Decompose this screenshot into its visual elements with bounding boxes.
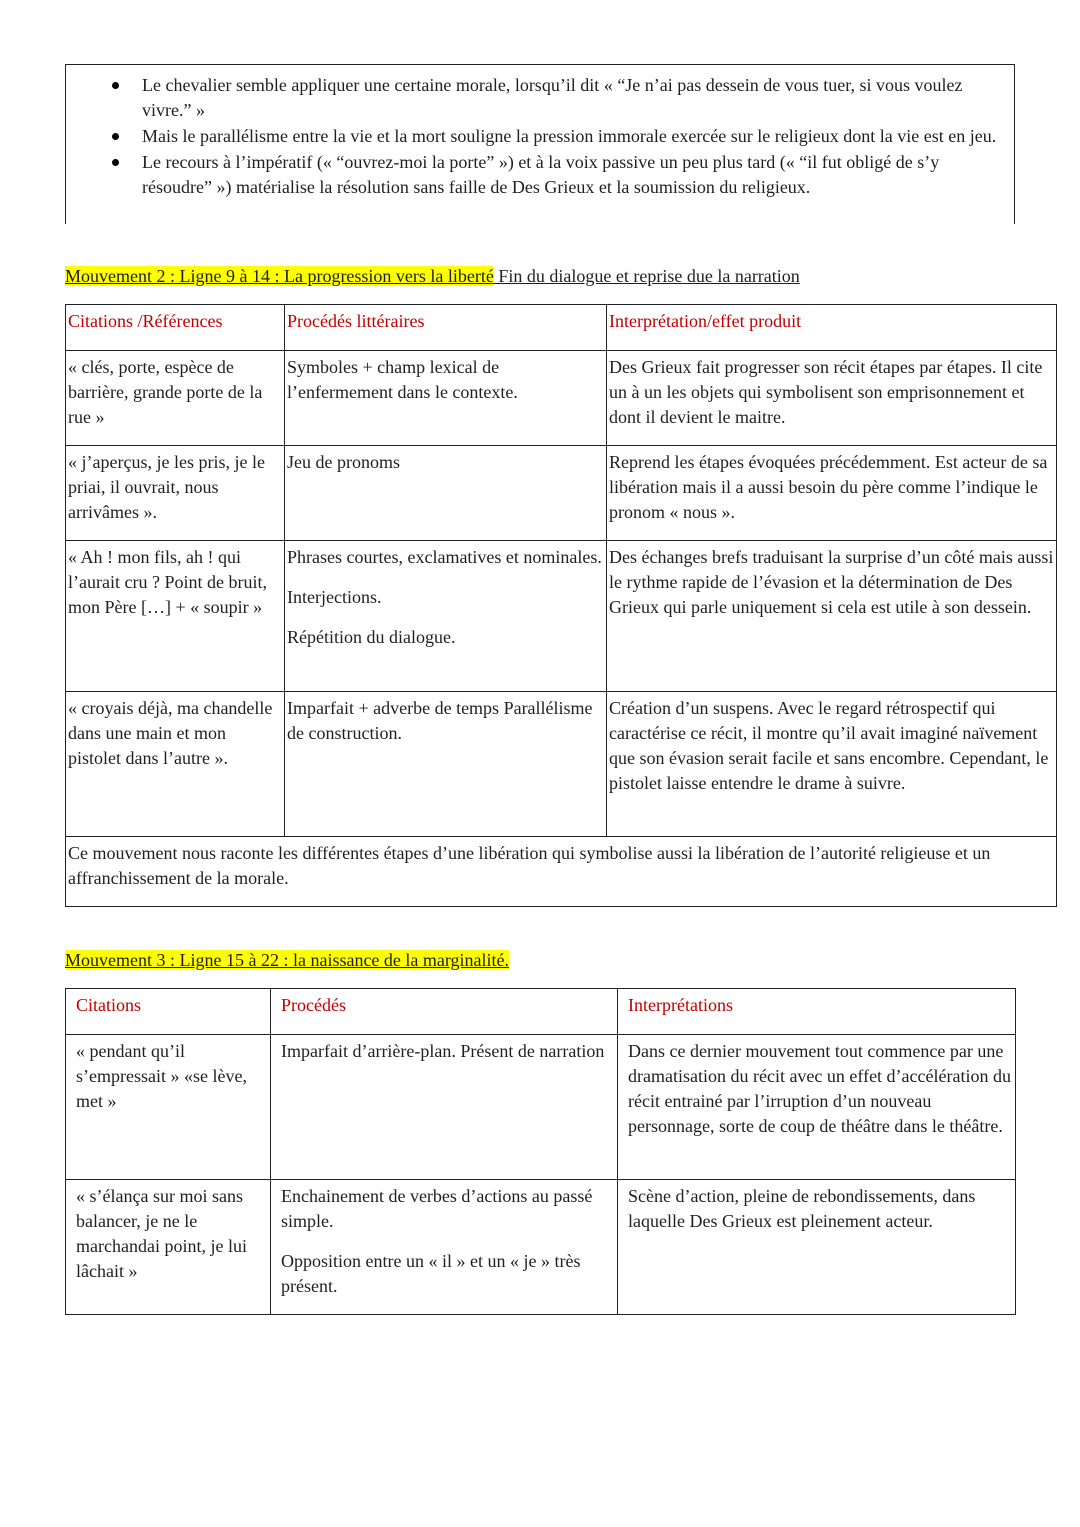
table-row <box>66 446 1057 541</box>
procede-line: Phrases courtes, exclamatives et nominales. <box>287 547 602 567</box>
interpretation-cell: Des échanges brefs traduisant la surprise d’un côté mais aussi le rythme rapide de l’évasion et la détermination de Des Grieux qui parle uniquement si cela est utile à son dessein. <box>607 541 1057 692</box>
mouvement2-heading-rest: Fin du dialogue et reprise due la narration <box>493 266 800 286</box>
table-row <box>66 1035 1016 1180</box>
procedes-cell: Symboles + champ lexical de l’enfermement dans le contexte. <box>285 351 607 446</box>
procedes-cell: Jeu de pronoms <box>285 446 607 541</box>
table-row <box>66 351 1057 446</box>
summary-row <box>66 837 1057 907</box>
citation-cell: « clés, porte, espèce de barrière, grande porte de la rue » <box>66 351 285 446</box>
header-citations: Citations /Références <box>66 305 285 351</box>
mouvement2-heading-highlight: Mouvement 2 : Ligne 9 à 14 : La progression vers la liberté <box>65 266 494 286</box>
mouvement3-heading <box>65 948 509 972</box>
citation-cell: « j’aperçus, je les pris, je le priai, il ouvrait, nous arrivâmes ». <box>66 446 285 541</box>
mouvement2-table <box>65 304 1057 907</box>
table-header-row <box>66 305 1057 351</box>
summary-cell: Ce mouvement nous raconte les différentes étapes d’une libération qui symbolise aussi la libération de l’autorité religieuse et un affranchissement de la morale. <box>66 837 1057 907</box>
citation-cell: « Ah ! mon fils, ah ! qui l’aurait cru ? Point de bruit, mon Père […] + « soupir » <box>66 541 285 692</box>
header-procedes: Procédés littéraires <box>285 305 607 351</box>
table-header-row <box>66 989 1016 1035</box>
bullet-item: Mais le parallélisme entre la vie et la mort souligne la pression immorale exercée sur le religieux dont la vie est en jeu. <box>66 124 1014 149</box>
procedes-cell <box>271 1180 618 1315</box>
procede-line: Opposition entre un « il » et un « je » très présent. <box>281 1251 581 1296</box>
header-interpretation: Interprétation/effet produit <box>607 305 1057 351</box>
interpretation-cell: Des Grieux fait progresser son récit étapes par étapes. Il cite un à un les objets qui symbolisent son emprisonnement et dont il devient le maitre. <box>607 351 1057 446</box>
mouvement3-heading-highlight: Mouvement 3 : Ligne 15 à 22 : la naissance de la marginalité. <box>65 950 510 970</box>
citation-cell: « croyais déjà, ma chandelle dans une main et mon pistolet dans l’autre ». <box>66 692 285 837</box>
procedes-cell: Imparfait d’arrière-plan. Présent de narration <box>271 1035 618 1180</box>
interpretation-cell: Scène d’action, pleine de rebondissements, dans laquelle Des Grieux est pleinement acteur. <box>618 1180 1016 1315</box>
bullet-item: Le chevalier semble appliquer une certaine morale, lorsqu’il dit « “Je n’ai pas dessein de vous tuer, si vous voulez vivre.” » <box>66 73 1014 123</box>
bullet-list <box>66 73 1014 200</box>
table-row <box>66 692 1057 837</box>
citation-cell: « s’élança sur moi sans balancer, je ne le marchandai point, je lui lâchait » <box>66 1180 271 1315</box>
bullet-item: Le recours à l’impératif (« “ouvrez-moi la porte” ») et à la voix passive un peu plus tard (« “il fut obligé de s’y résoudre” ») matérialise la résolution sans faille de Des Grieux et la soumission du religieux. <box>66 150 1014 200</box>
procedes-cell: Imparfait + adverbe de temps Parallélisme de construction. <box>285 692 607 837</box>
procede-line: Interjections. <box>287 587 382 607</box>
procedes-cell <box>285 541 607 692</box>
citation-cell: « pendant qu’il s’empressait » «se lève, met » <box>66 1035 271 1180</box>
procede-line: Enchainement de verbes d’actions au passé simple. <box>281 1186 593 1231</box>
table-row <box>66 1180 1016 1315</box>
header-citations: Citations <box>66 989 271 1035</box>
table-row <box>66 541 1057 692</box>
mouvement3-table <box>65 988 1016 1315</box>
header-interpretations: Interprétations <box>618 989 1016 1035</box>
header-procedes: Procédés <box>271 989 618 1035</box>
interpretation-cell: Reprend les étapes évoquées précédemment. Est acteur de sa libération mais il a aussi besoin du père comme l’indique le pronom « nous ». <box>607 446 1057 541</box>
previous-movement-box <box>65 64 1015 224</box>
interpretation-cell: Dans ce dernier mouvement tout commence par une dramatisation du récit avec un effet d’accélération du récit entrainé par l’irruption d’un nouveau personnage, sorte de coup de théâtre dans le théâtre. <box>618 1035 1016 1180</box>
procede-line: Répétition du dialogue. <box>287 627 456 647</box>
mouvement2-heading <box>65 264 800 288</box>
interpretation-cell: Création d’un suspens. Avec le regard rétrospectif qui caractérise ce récit, il montre qu’il avait imaginé naïvement que son évasion serait facile et sans encombre. Cependant, le pistolet laisse entendre le drame à suivre. <box>607 692 1057 837</box>
